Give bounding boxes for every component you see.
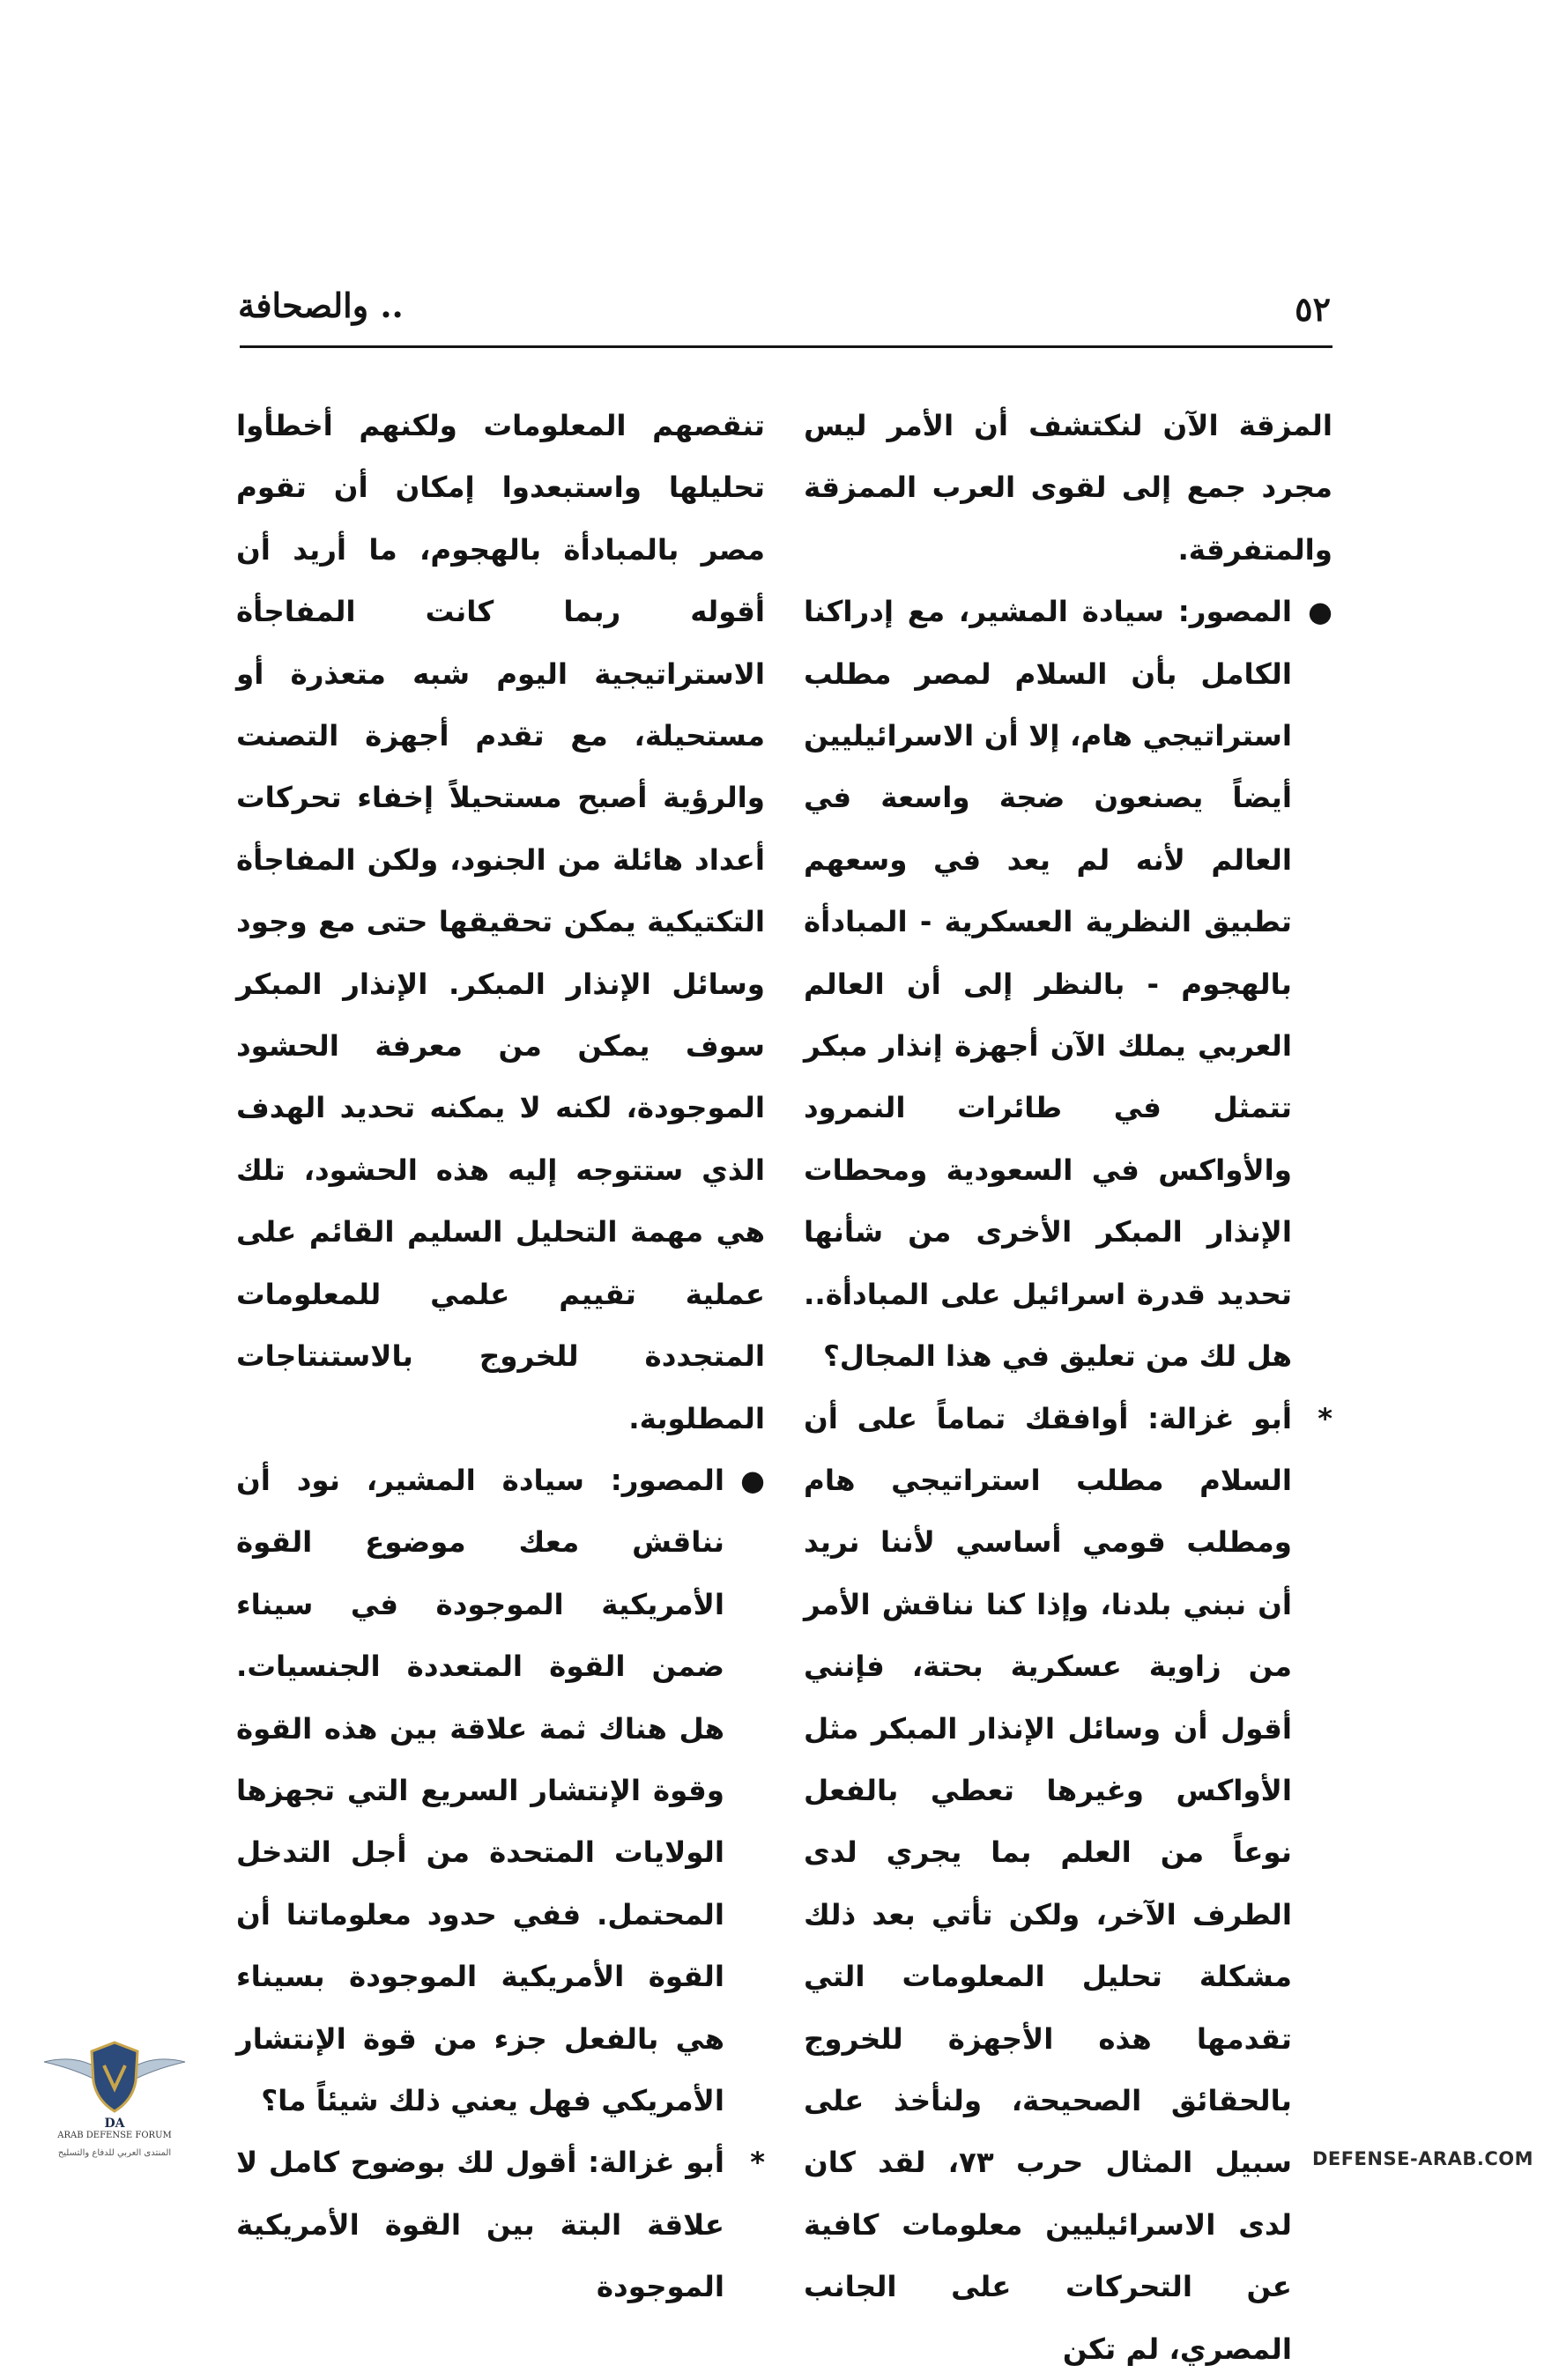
forum-logo	[35, 2027, 194, 2176]
answer-paragraph	[236, 2132, 765, 2317]
page-number: ٥٢	[1295, 289, 1331, 329]
running-title: .. والصحافة	[238, 285, 404, 325]
page-header	[238, 280, 1331, 337]
bullet-icon: ●	[1308, 581, 1332, 642]
asterisk-icon: *	[1318, 1388, 1332, 1450]
site-watermark: DEFENSE-ARAB.COM	[1312, 2148, 1533, 2169]
header-rule	[240, 345, 1332, 348]
paragraph-continued: تنقصهم المعلومات ولكنهم أخطأوا تحليلها واستبعدوا إمكان أن تقوم مصر بالمبادأة بالهجوم، ما أريد أن أقوله ربما كانت المفاجأة الاستراتيجية اليوم شبه متعذرة أو مستحيلة، مع تقدم أجهزة التصنت والرؤية أصبح مستحيلاً إخفاء تحركات أعداد هائلة من الجنود، ولكن المفاجأة التكتيكية يمكن تحقيقها حتى مع وجود وسائل الإنذار المبكر. الإنذار المبكر سوف يمكن من معرفة الحشود الموجودة، لكنه لا يمكنه تحديد الهدف الذي ستتوجه إليه هذه الحشود، تلك هي مهمة التحليل السليم القائم على عملية تقييم علمي للمعلومات المتجددة للخروج بالاستنتاجات المطلوبة.	[236, 395, 765, 1450]
right-column	[804, 395, 1332, 2007]
left-column	[236, 395, 765, 2007]
bullet-icon: ●	[740, 1450, 765, 1511]
question-text: المصور: سيادة المشير، نود أن نناقش معك موضوع القوة الأمريكية الموجودة في سيناء ضمن القوة المتعددة الجنسيات. هل هناك ثمة علاقة بين هذه القوة وقوة الإنتشار السريع التي تجهزها الولايات المتحدة من أجل التدخل المحتمل. ففي حدود معلوماتنا أن القوة الأمريكية الموجودة بسيناء هي بالفعل جزء من قوة الإنتشار الأمريكي فهل يعني ذلك شيئاً ما؟	[236, 1464, 724, 2117]
logo-arabic-name: المنتدى العربي للدفاع والتسليح	[35, 2148, 194, 2158]
answer-paragraph	[804, 1388, 1332, 2380]
answer-text: أبو غزالة: أوافقك تماماً على أن السلام مطلب استراتيجي هام ومطلب قومي أساسي لأننا نريد أن نبني بلدنا، وإذا كنا نناقش الأمر من زاوية عسكرية بحتة، فإنني أقول أن وسائل الإنذار المبكر مثل الأواكس وغيرها تعطي بالفعل نوعاً من العلم بما يجري لدى الطرف الآخر، ولكن تأتي بعد ذلك مشكلة تحليل المعلومات التي تقدمها هذه الأجهزة للخروج بالحقائق الصحيحة، ولنأخذ على سبيل المثال حرب ٧٣، لقد كان لدى الاسرائيليين معلومات كافية عن التحركات على الجانب المصري، لم تكن	[804, 1402, 1292, 2366]
question-text: المصور: سيادة المشير، مع إدراكنا الكامل بأن السلام لمصر مطلب استراتيجي هام، إلا أن الاسرائيليين أيضاً يصنعون ضجة واسعة في العالم لأنه لم يعد في وسعهم تطبيق النظرية العسكرية - المبادأة بالهجوم - بالنظر إلى أن العالم العربي يملك الآن أجهزة إنذار مبكر تتمثل في طائرات النمرود والأواكس في السعودية ومحطات الإنذار المبكر الأخرى من شأنها تحديد قدرة اسرائيل على المبادأة.. هل لك من تعليق في هذا المجال؟	[804, 595, 1292, 1373]
answer-text: أبو غزالة: أقول لك بوضوح كامل لا علاقة البتة بين القوة الأمريكية الموجودة	[236, 2146, 724, 2303]
question-paragraph	[804, 581, 1332, 1387]
shield-wings-icon	[35, 2027, 194, 2132]
asterisk-icon: *	[750, 2132, 765, 2193]
question-paragraph	[236, 1450, 765, 2132]
svg-text:DA: DA	[104, 2117, 125, 2131]
logo-name: ARAB DEFENSE FORUM	[35, 2131, 194, 2140]
paragraph-continued: المزقة الآن لنكتشف أن الأمر ليس مجرد جمع إلى لقوى العرب الممزقة والمتفرقة.	[804, 395, 1332, 581]
